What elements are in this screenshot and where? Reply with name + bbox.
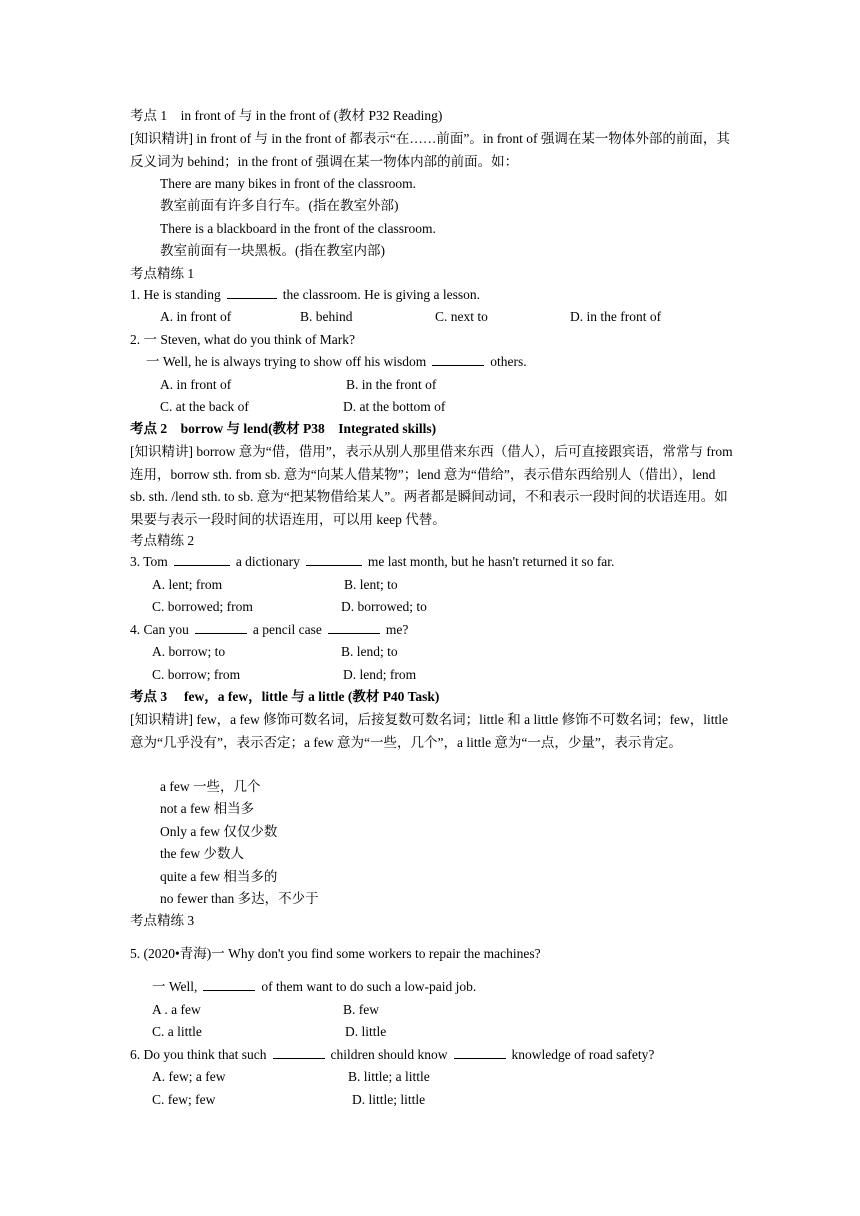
point1-title: 考点 1 in front of 与 in the front of (教材 P32 Reading) (130, 108, 443, 123)
phrase-line: Only a few 仅仅少数 (160, 824, 278, 839)
question-text: knowledge of road safety? (511, 1047, 655, 1062)
question-text: children should know (330, 1047, 448, 1062)
answer-blank (454, 1045, 506, 1059)
example-line: 教室前面有许多自行车。(指在教室外部) (160, 198, 399, 213)
practice-title: 考点精练 2 (130, 533, 195, 548)
option-d: D. at the bottom of (343, 399, 446, 414)
example-line: 教室前面有一块黑板。(指在教室内部) (160, 243, 385, 258)
question-text: 4. Can you (130, 622, 189, 637)
option-b: B. behind (300, 309, 353, 324)
answer-blank (306, 552, 362, 566)
option-c: C. a little (152, 1024, 202, 1039)
option-a: A. in front of (160, 309, 232, 324)
point3-title: 考点 3 few，a few，little 与 a little (教材 P40 Task) (130, 689, 440, 704)
example-line: There are many bikes in front of the classroom. (160, 176, 417, 191)
phrase-line: the few 少数人 (160, 846, 244, 861)
phrase-line: no fewer than 多达，不少于 (160, 891, 319, 906)
question-6 (130, 1045, 654, 1065)
question-text: of them want to do such a low-paid job. (261, 979, 477, 994)
question-text: others. (490, 354, 527, 369)
practice-title: 考点精练 1 (130, 266, 195, 281)
option-c: C. borrowed; from (152, 599, 253, 614)
answer-blank (195, 620, 247, 634)
question-5: 5. (2020•青海)一 Why don't you find some workers to repair the machines? (130, 946, 541, 961)
question-text: 一 Well, he is always trying to show off his wisdom (146, 354, 427, 369)
option-b: B. lent; to (344, 577, 398, 592)
option-c: C. next to (435, 309, 488, 324)
question-text: me? (385, 622, 409, 637)
question-2-line2 (146, 352, 527, 372)
point3-explanation: [知识精讲] few，a few 修饰可数名词，后接复数可数名词；little 和 a little 修饰不可数名词；few，little 意为“几乎没有”，表示否定；a few 意为“一些，几个”，a little 意为“一点，少量”，表示肯定。 (130, 712, 729, 750)
question-3 (130, 552, 614, 572)
question-5-line2 (152, 977, 476, 997)
option-c: C. few; few (152, 1092, 216, 1107)
option-b: B. few (343, 1002, 379, 1017)
answer-blank (273, 1045, 325, 1059)
phrase-line: a few 一些，几个 (160, 779, 261, 794)
question-text: a dictionary (235, 554, 300, 569)
option-a: A. in front of (160, 377, 232, 392)
point2-explanation: [知识精讲] borrow 意为“借，借用”，表示从别人那里借来东西（借人），后可直接跟宾语，常常与 from 连用，borrow sth. from sb. 意为“向某人借某物”；lend 意为“借给”，表示借东西给别人（借出），lend sb. sth. /lend sth. to sb. 意为“把某物借给某人”。两者都是瞬间动词，不和表示一段时间的状语连用。如果要与表示一段时间的状语连用，可以用 keep 代替。 (130, 444, 733, 527)
question-text: the classroom. He is giving a lesson. (282, 287, 480, 302)
answer-blank (328, 620, 380, 634)
practice-title: 考点精练 3 (130, 913, 195, 928)
option-d: D. borrowed; to (341, 599, 427, 614)
answer-blank (174, 552, 230, 566)
option-b: B. lend; to (341, 644, 398, 659)
question-4 (130, 620, 408, 640)
question-text: 一 Well, (152, 979, 198, 994)
question-text: 6. Do you think that such (130, 1047, 267, 1062)
phrase-line: not a few 相当多 (160, 801, 255, 816)
question-text: 3. Tom (130, 554, 168, 569)
phrase-line: quite a few 相当多的 (160, 869, 278, 884)
option-d: D. little; little (352, 1092, 426, 1107)
option-a: A. borrow; to (152, 644, 226, 659)
question-text: me last month, but he hasn't returned it so far. (367, 554, 615, 569)
question-2: 2. 一 Steven, what do you think of Mark? (130, 332, 355, 347)
point2-title: 考点 2 borrow 与 lend(教材 P38 Integrated skills) (130, 421, 437, 436)
example-line: There is a blackboard in the front of the classroom. (160, 221, 436, 236)
answer-blank (432, 352, 484, 366)
option-b: B. little; a little (348, 1069, 430, 1084)
option-a: A. few; a few (152, 1069, 226, 1084)
point1-explanation: [知识精讲] in front of 与 in the front of 都表示“在……前面”。in front of 强调在某一物体外部的前面，其反义词为 behind；in the front of 强调在某一物体内部的前面。如： (130, 131, 730, 169)
option-c: C. at the back of (160, 399, 249, 414)
question-text: 1. He is standing (130, 287, 221, 302)
option-d: D. little (345, 1024, 387, 1039)
option-a: A. lent; from (152, 577, 223, 592)
option-b: B. in the front of (346, 377, 437, 392)
question-text: a pencil case (252, 622, 322, 637)
option-a: A . a few (152, 1002, 201, 1017)
option-d: D. lend; from (343, 667, 417, 682)
answer-blank (227, 285, 277, 299)
option-d: D. in the front of (570, 309, 662, 324)
question-1 (130, 285, 480, 305)
answer-blank (203, 977, 255, 991)
option-c: C. borrow; from (152, 667, 241, 682)
